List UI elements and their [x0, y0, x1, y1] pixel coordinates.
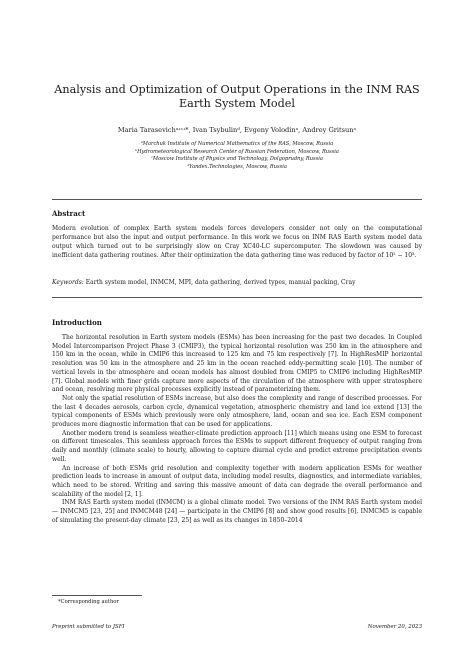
- abstract-text: Modern evolution of complex Earth system models forces developers consider not only on the computational performance but also the input and output performance. In this work we focus on INM RAS Earth system model data output which turned out to be surprisingly slow on Cray XC40-LC supercomputer. The slowdown was caused by inefficient data gathering routines. After their optimization the data gathering time was reduced by factor of 10² − 10³.: [52, 225, 422, 259]
- footnote-rule: [52, 595, 142, 596]
- introduction-heading: Introduction: [52, 318, 102, 327]
- intro-paragraph-1: The horizontal resolution in Earth system models (ESMs) has been increasing for the past two decades. In Coupled Model Intercomparison Project Phase 3 (CMIP3), the typical horizontal resolution was 250 km in the atmosphere and 150 km in the ocean, while in CMIP6 this increased to 125 km and 75 km respectively [7]. In HighResMIP horizontal resolution was 50 km in the atmosphere and 25 km in the ocean reached eddy-permitting scale [10]. The number of vertical levels in the atmosphere and ocean models has almost doubled from CMIP5 to CMIP6 including HighResMIP [7]. Global models with finer grids capture more aspects of the circulation of the atmosphere with upper stratosphere and ocean, resolving more physical processes explicitly instead of parameterizing them.: [52, 334, 422, 394]
- affiliation-c: ᶜMoscow Institute of Physics and Technology, Dolgoprudny, Russia: [151, 156, 323, 163]
- footer-date: November 20, 2023: [367, 624, 422, 630]
- keywords-text: Earth system model, INMCM, MPI, data gathering, derived types, manual packing, Cray: [85, 279, 356, 286]
- keywords-label: Keywords:: [52, 279, 84, 286]
- intro-paragraph-2: Not only the spatial resolution of ESMs increase, but also does the complexity and range of described processes. For the last 4 decades aerosols, carbon cycle, dynamical vegetation, atmospheric chemistry and land ice extend [13] the typical components of ESMs which previously were only atmosphere, land, ocean and sea ice. Each ESM component produces more diagnostic information that can be used for applications.: [52, 394, 422, 429]
- author-list: Maria Tarasevichᵃʴᶜʴ*, Ivan Tsybulinᵈ, Evgeny Volodinᵃ, Andrey Gritsunᵃ: [117, 126, 357, 134]
- footnote: *Corresponding author: [58, 599, 119, 605]
- affiliation-a: ᵃMarchuk Institute of Numerical Mathematics of the RAS, Moscow, Russia: [140, 141, 334, 147]
- abstract-bottom-rule: [52, 297, 422, 298]
- affiliation-d: ᵈYandex.Technologies, Moscow, Russia: [187, 163, 287, 170]
- intro-paragraph-5: INM RAS Earth system model (INMCM) is a global climate model. Two versions of the INM RAS Earth system model — INMCM5 [23, 25] and INMCM48 [24] — participate in the CMIP6 [8] and show good results [6]. INMCM5 is capable of simulating the present-day climate [23, 25] as well as its changes in 1850–2014: [52, 499, 422, 524]
- intro-paragraph-3: Another modern trend is seamless weather-climate prediction approach [11] which means using one ESM to forecast on different timescales. This seamless approach forces the ESMs to support different frequency of output ranging from daily and monthly (climate scale) to hourly, allowing to capture diurnal cycle and predict extreme precipitation events well.: [52, 429, 422, 463]
- paper-title: Analysis and Optimization of Output Operations in the INM RAS Earth System Model: [54, 83, 420, 110]
- keywords-line: [52, 278, 422, 287]
- abstract-top-rule: [52, 199, 422, 200]
- abstract-heading: Abstract: [52, 209, 86, 218]
- intro-paragraph-4: An increase of both ESMs grid resolution and complexity together with modern application ESMs for weather prediction leads to increase in amount of output data, including model results, diagnostics, and intermediate variables, which need to be stored. Writing and saving this massive amount of data can degrade the overall performance and scalability of the model [2, 1].: [52, 464, 422, 498]
- affiliation-list: [40, 141, 434, 171]
- affiliation-b: ᵇHydrometeorological Research Center of Russian Federation, Moscow, Russia: [135, 148, 339, 155]
- introduction-body: [52, 334, 422, 525]
- footer-venue: Preprint submitted to JSFI: [52, 624, 125, 630]
